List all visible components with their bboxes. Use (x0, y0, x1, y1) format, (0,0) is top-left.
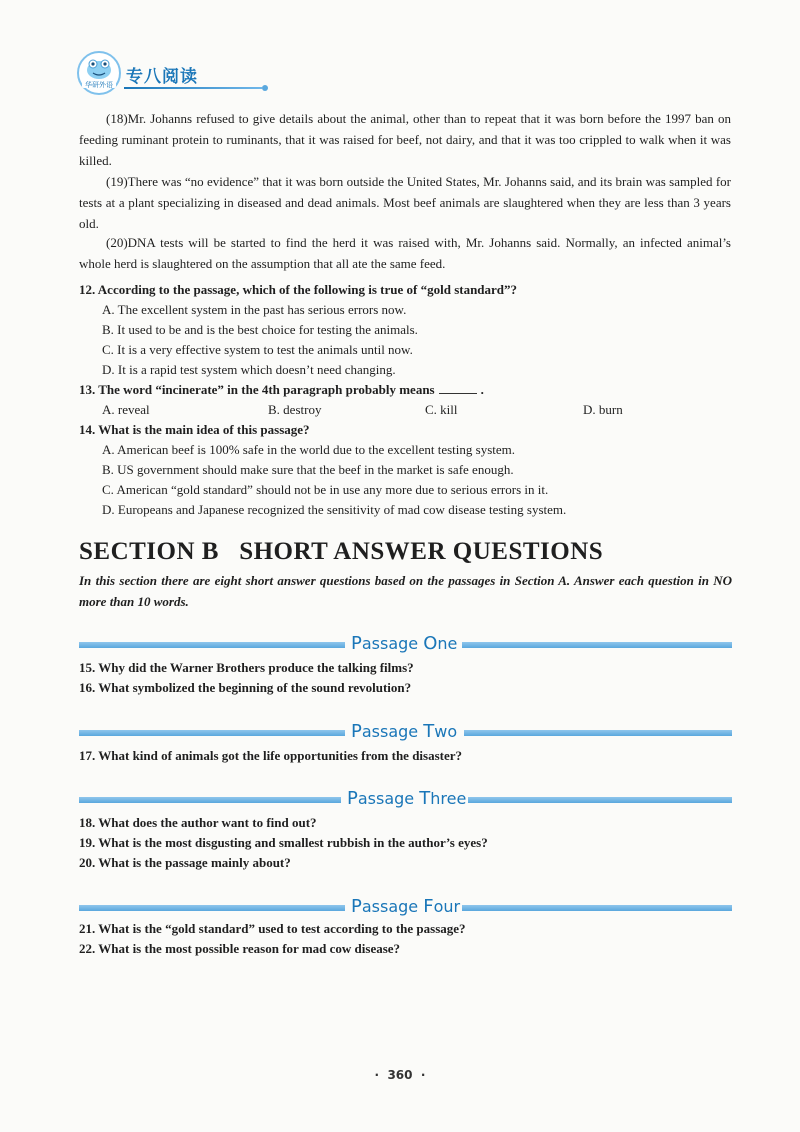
question-22: 22. What is the most possible reason for mad cow disease? (79, 941, 401, 956)
q13-option-c: C. kill (425, 402, 458, 417)
q14-option-c: C. American “gold standard” should not be in use any more due to serious errors in it. (102, 482, 549, 497)
divider-bar (468, 797, 732, 803)
page-number: · 360 · (374, 1068, 426, 1082)
q13-option-d: D. burn (583, 402, 623, 417)
divider-bar (79, 730, 345, 736)
q14-option-a: A. American beef is 100% safe in the world due to the excellent testing system. (102, 442, 515, 457)
q13-stem: 13. The word “incinerate” in the 4th paragraph probably means (79, 382, 435, 397)
question-14: 14. What is the main idea of this passage? (79, 422, 310, 437)
q14-option-b: B. US government should make sure that the beef in the market is safe enough. (102, 462, 514, 477)
paragraph-18: (18)Mr. Johanns refused to give details about the animal, other than to repeat that it was born before the 1997 ban on feeding ruminant protein to ruminants, that it was raised for beef, not dairy, and that it was too crippled to walk when it was killed. (79, 111, 731, 168)
question-21: 21. What is the “gold standard” used to test according to the passage? (79, 921, 466, 936)
passage-four-label: Passage Four (351, 896, 461, 917)
q12-option-c: C. It is a very effective system to test the animals until now. (102, 342, 413, 357)
passage-one-header (79, 635, 732, 655)
header (76, 50, 276, 96)
divider-bar (79, 797, 341, 803)
logo-text: 华研外语 (85, 81, 113, 89)
question-20: 20. What is the passage mainly about? (79, 855, 291, 870)
answer-blank (439, 382, 477, 394)
passage-four-header (79, 898, 732, 918)
section-b-instruction: In this section there are eight short answer questions based on the passages in Section A. Answer each question in NO more than 10 words. (79, 573, 732, 609)
q14-option-d: D. Europeans and Japanese recognized the sensitivity of mad cow disease testing system. (102, 502, 567, 517)
question-17: 17. What kind of animals got the life opportunities from the disaster? (79, 748, 463, 763)
divider-bar (79, 642, 345, 648)
brand-title: 专八阅读 (126, 67, 198, 87)
paragraph-20: (20)DNA tests will be started to find the herd it was raised with, Mr. Johanns said. Normally, an infected animal’s whole herd is slaughtered on the assumption that all ate the same feed. (79, 235, 731, 271)
paragraph-19: (19)There was “no evidence” that it was born outside the United States, Mr. Johanns said, and its brain was sampled for tests at a plant specializing in diseased and dead animals. Most beef animals are slaughtered when they are less than 3 years old. (79, 174, 731, 231)
divider-bar (79, 905, 345, 911)
divider-bar (462, 905, 732, 911)
q13-option-a: A. reveal (102, 402, 150, 417)
q12-option-d: D. It is a rapid test system which doesn’t need changing. (102, 362, 396, 377)
passage-two-header (79, 723, 732, 743)
brand-underline (124, 87, 262, 89)
divider-bar (464, 730, 732, 736)
passage-one-label: Passage One (351, 633, 458, 654)
passage-two-label: Passage Two (351, 721, 458, 742)
question-13 (79, 382, 484, 398)
passage-three-header (79, 790, 732, 810)
frog-logo-icon (76, 50, 122, 96)
question-16: 16. What symbolized the beginning of the sound revolution? (79, 680, 412, 695)
question-15: 15. Why did the Warner Brothers produce the talking films? (79, 660, 414, 675)
passage-three-label: Passage Three (347, 788, 467, 809)
q12-option-a: A. The excellent system in the past has serious errors now. (102, 302, 407, 317)
q13-option-b: B. destroy (268, 402, 322, 417)
question-18: 18. What does the author want to find out? (79, 815, 317, 830)
question-12: 12. According to the passage, which of the following is true of “gold standard”? (79, 282, 518, 297)
brand-dot (262, 85, 268, 91)
q13-stem-end: . (480, 382, 484, 397)
question-19: 19. What is the most disgusting and smallest rubbish in the author’s eyes? (79, 835, 488, 850)
section-b-title: SECTION B SHORT ANSWER QUESTIONS (79, 538, 604, 565)
divider-bar (462, 642, 732, 648)
q12-option-b: B. It used to be and is the best choice for testing the animals. (102, 322, 418, 337)
